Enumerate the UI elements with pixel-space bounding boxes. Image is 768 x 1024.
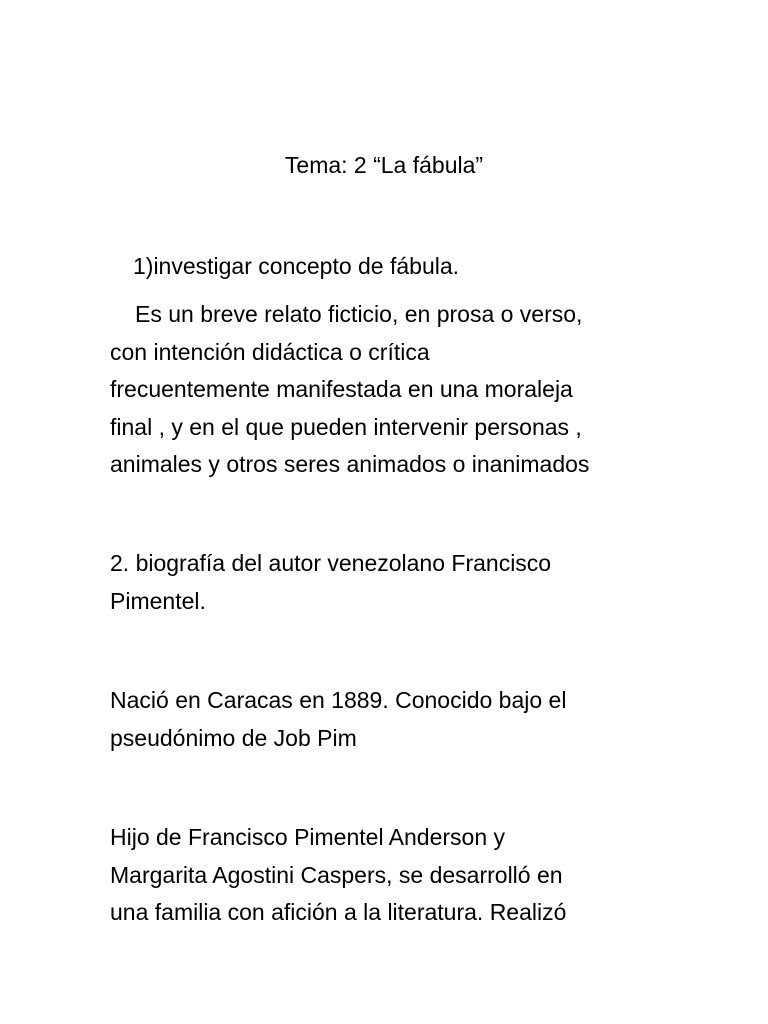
- definition-line-2: con intención didáctica o crítica: [110, 339, 430, 365]
- definition-line-3: frecuentemente manifestada en una moraleja: [110, 376, 573, 402]
- definition-line-5: animales y otros seres animados o inanimados: [110, 451, 590, 477]
- bio-paragraph2-line-3: una familia con afición a la literatura. Realizó: [110, 899, 567, 925]
- document-title: Tema: 2 “La fábula”: [284, 152, 484, 178]
- section2-heading-line-2: Pimentel.: [110, 588, 206, 614]
- section1-heading: 1)investigar concepto de fábula.: [133, 253, 460, 279]
- bio-paragraph2-line-2: Margarita Agostini Caspers, se desarrolló en: [110, 862, 563, 888]
- bio-paragraph2-line-1: Hijo de Francisco Pimentel Anderson y: [110, 824, 506, 850]
- bio-paragraph1-line-2: pseudónimo de Job Pim: [110, 725, 357, 751]
- definition-line-4: final , y en el que pueden intervenir personas ,: [110, 414, 582, 440]
- section2-heading-line-1: 2. biografía del autor venezolano Francisco: [110, 550, 552, 576]
- definition-line-1: Es un breve relato ficticio, en prosa o verso,: [135, 301, 583, 327]
- bio-paragraph1-line-1: Nació en Caracas en 1889. Conocido bajo el: [110, 687, 567, 713]
